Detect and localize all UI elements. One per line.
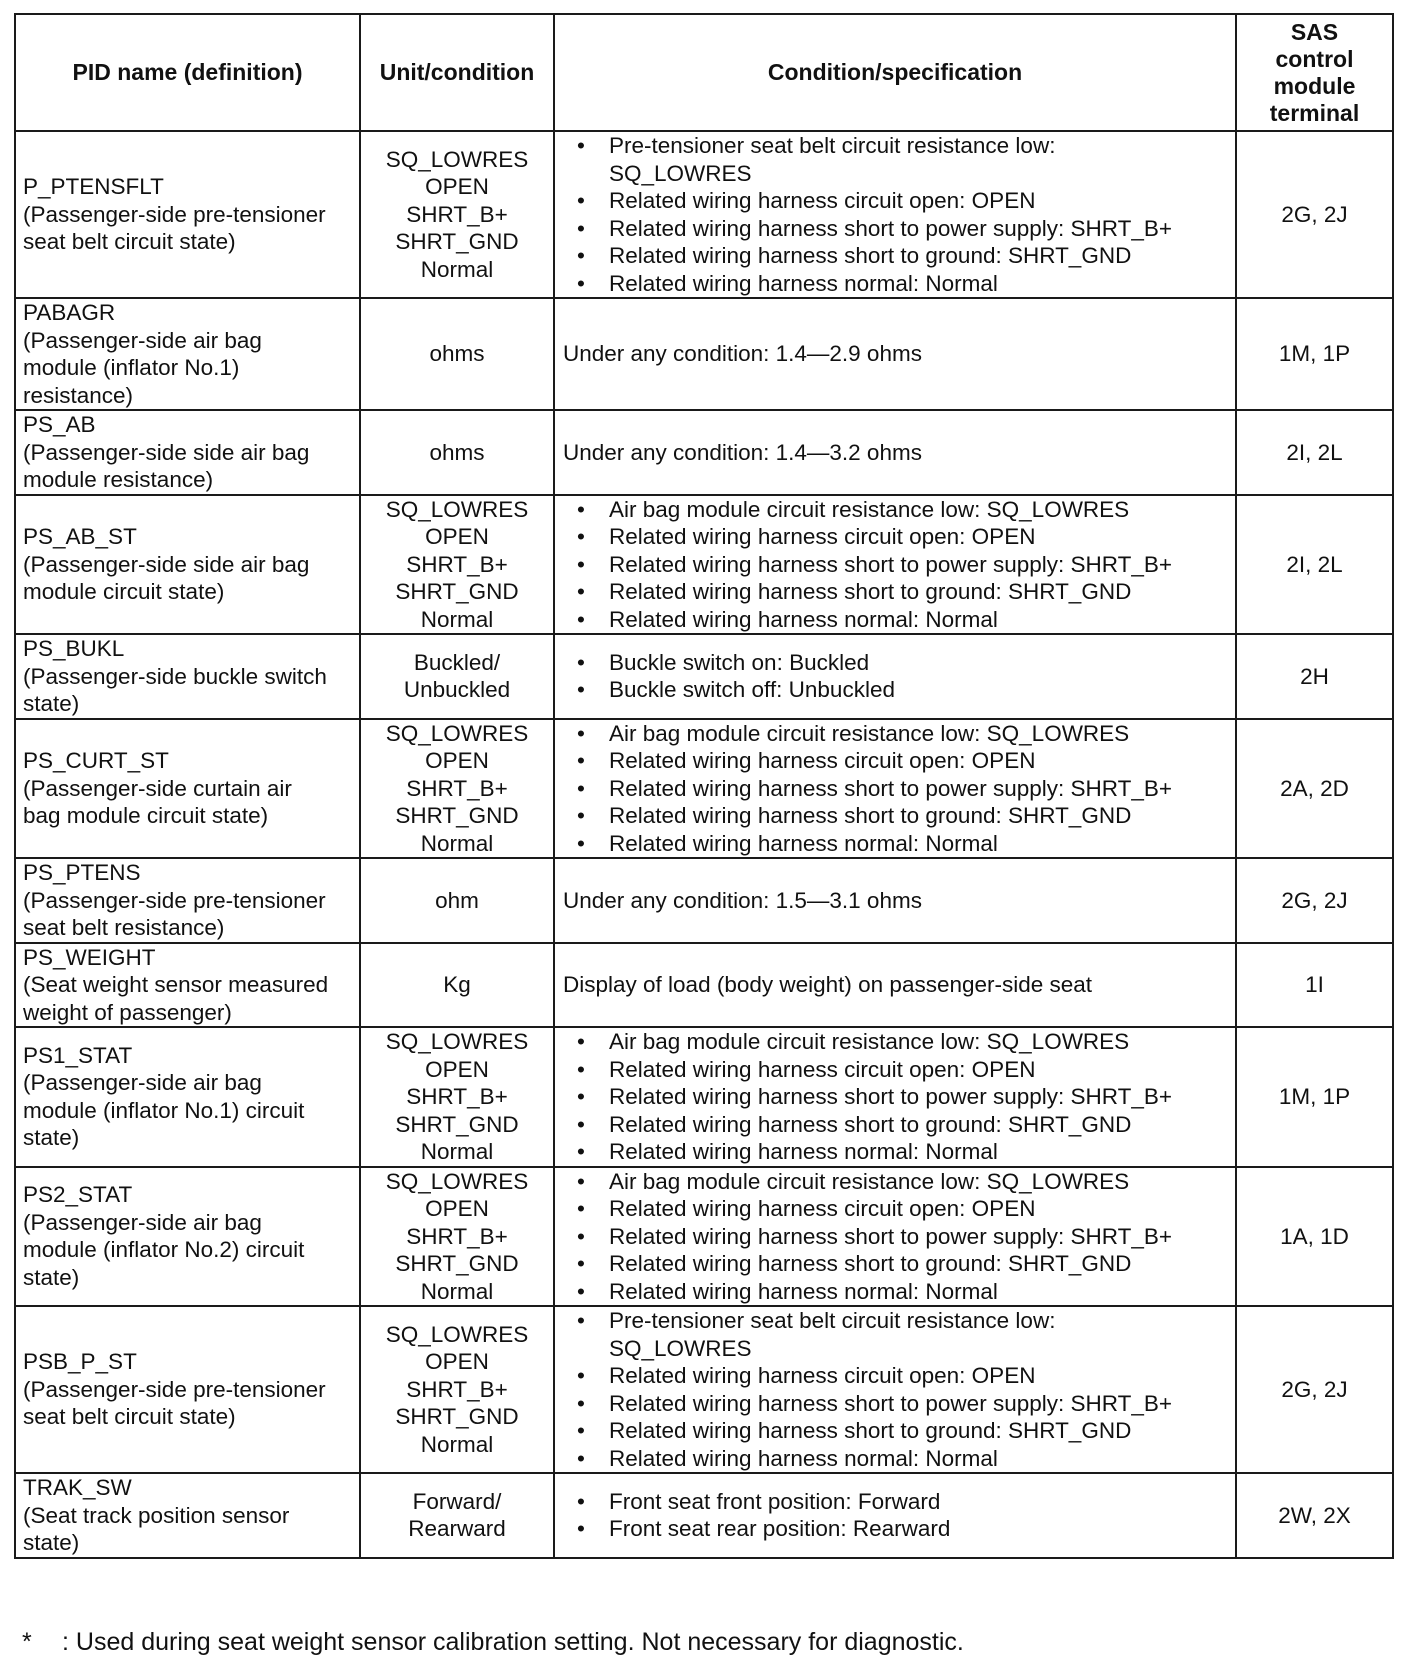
pid-name-line: PS_CURT_ST <box>23 748 169 773</box>
spec-list-item: • Related wiring harness short to ground: SHRT_GND <box>577 1417 1235 1445</box>
spec-cell <box>554 1473 1236 1558</box>
spec-text: Under any condition: 1.5—3.1 ohms <box>563 887 922 913</box>
spec-cell <box>554 410 1236 495</box>
unit-line: SHRT_GND <box>395 579 519 604</box>
pid-table <box>14 13 1394 1559</box>
unit-line: Normal <box>420 256 494 282</box>
pid-name-line: state) <box>23 691 80 716</box>
spec-list-item: • Related wiring harness short to ground: SHRT_GND <box>577 1111 1235 1139</box>
spec-list-item: • Related wiring harness normal: Normal <box>577 1138 1235 1166</box>
spec-list-item: • Related wiring harness normal: Normal <box>577 606 1235 634</box>
pid-name-line: PS1_STAT <box>23 1042 133 1068</box>
terminal-cell: 2A, 2D <box>1236 719 1393 859</box>
pid-name-line: (Passenger-side pre-tensioner <box>23 887 326 913</box>
header-terminal <box>1236 14 1393 131</box>
spec-list-item: • Related wiring harness short to ground: SHRT_GND <box>577 802 1235 830</box>
pid-name-cell <box>15 1473 360 1558</box>
unit-cell <box>360 298 554 410</box>
spec-list-item: • Air bag module circuit resistance low: SQ_LOWRES <box>577 496 1235 524</box>
pid-name-cell <box>15 858 360 943</box>
unit-line: OPEN <box>425 174 489 200</box>
pid-name-line: module (inflator No.1) <box>23 355 240 380</box>
pid-name-cell <box>15 1167 360 1307</box>
pid-name-line: resistance) <box>23 382 134 408</box>
table-row <box>15 1167 1393 1307</box>
unit-cell <box>360 634 554 719</box>
unit-line: SHRT_GND <box>395 1251 519 1276</box>
unit-line: Normal <box>420 1431 494 1457</box>
pid-name-line: (Passenger-side air bag <box>23 327 262 353</box>
spec-list-item: • Front seat rear position: Rearward <box>577 1515 1235 1543</box>
spec-list-item: • Air bag module circuit resistance low: SQ_LOWRES <box>577 1168 1235 1196</box>
spec-list-item: • Related wiring harness circuit open: OPEN <box>577 523 1235 551</box>
table-row <box>15 298 1393 410</box>
pid-name-cell <box>15 495 360 635</box>
spec-cell <box>554 495 1236 635</box>
table-row <box>15 1027 1393 1167</box>
terminal-cell: 2G, 2J <box>1236 1306 1393 1473</box>
pid-name-line: (Passenger-side pre-tensioner <box>23 201 326 227</box>
spec-list-item: • Related wiring harness circuit open: OPEN <box>577 1362 1235 1390</box>
spec-list-item: • Related wiring harness short to power supply: SHRT_B+ <box>577 551 1235 579</box>
pid-name-line: state) <box>23 1125 80 1151</box>
table-row <box>15 1306 1393 1473</box>
spec-list-item: • Related wiring harness normal: Normal <box>577 270 1235 298</box>
unit-line: SHRT_B+ <box>406 201 508 227</box>
spec-list-item: • Related wiring harness circuit open: OPEN <box>577 1195 1235 1223</box>
pid-name-line: PS_AB <box>23 412 96 437</box>
unit-cell <box>360 1167 554 1307</box>
pid-name-cell <box>15 1306 360 1473</box>
pid-name-line: state) <box>23 1264 80 1290</box>
terminal-cell: 2W, 2X <box>1236 1473 1393 1558</box>
unit-line: Unbuckled <box>403 677 511 703</box>
unit-cell <box>360 1473 554 1558</box>
spec-list-item: • Front seat front position: Forward <box>577 1488 1235 1516</box>
pid-name-line: module (inflator No.1) circuit <box>23 1097 305 1123</box>
spec-list-item: • Related wiring harness normal: Normal <box>577 1445 1235 1473</box>
terminal-cell: 1M, 1P <box>1236 298 1393 410</box>
spec-list <box>563 496 1235 634</box>
spec-list-item: • Related wiring harness normal: Normal <box>577 830 1235 858</box>
spec-list-item: • Buckle switch on: Buckled <box>577 649 1235 677</box>
unit-line: OPEN <box>425 748 489 773</box>
pid-name-line: module (inflator No.2) circuit <box>23 1237 305 1263</box>
pid-name-line: weight of passenger) <box>23 999 232 1025</box>
pid-name-cell <box>15 298 360 410</box>
spec-list-item: • Related wiring harness circuit open: OPEN <box>577 187 1235 215</box>
spec-text: Under any condition: 1.4—3.2 ohms <box>563 439 922 465</box>
pid-name-cell <box>15 719 360 859</box>
pid-name-cell <box>15 943 360 1028</box>
unit-line: SHRT_GND <box>395 229 519 255</box>
terminal-cell: 2I, 2L <box>1236 495 1393 635</box>
pid-name-line: (Passenger-side side air bag <box>23 439 310 465</box>
spec-cell <box>554 634 1236 719</box>
spec-list-item: • Air bag module circuit resistance low: SQ_LOWRES <box>577 720 1235 748</box>
pid-name-line: (Passenger-side pre-tensioner <box>23 1376 326 1402</box>
unit-line: Rearward <box>408 1516 506 1542</box>
unit-cell <box>360 858 554 943</box>
spec-list <box>563 1168 1235 1306</box>
pid-name-line: PS2_STAT <box>23 1182 133 1208</box>
unit-line: SHRT_GND <box>395 1404 519 1430</box>
unit-line: SHRT_GND <box>395 803 519 828</box>
unit-line: SHRT_B+ <box>406 1223 508 1249</box>
unit-line: ohm <box>435 887 479 913</box>
table-header-row <box>15 14 1393 131</box>
spec-list-item: • Related wiring harness short to power supply: SHRT_B+ <box>577 1083 1235 1111</box>
pid-name-line: PABAGR <box>23 300 116 325</box>
unit-line: ohms <box>429 341 485 367</box>
unit-line: SHRT_GND <box>395 1111 519 1137</box>
unit-line: SQ_LOWRES <box>385 146 529 172</box>
spec-list-item: • Related wiring harness circuit open: OPEN <box>577 1056 1235 1084</box>
spec-list-item: • Related wiring harness short to power supply: SHRT_B+ <box>577 1223 1235 1251</box>
unit-line: SQ_LOWRES <box>385 1321 529 1347</box>
terminal-cell: 1M, 1P <box>1236 1027 1393 1167</box>
spec-cell <box>554 131 1236 298</box>
pid-name-line: seat belt circuit state) <box>23 229 236 255</box>
unit-line: Normal <box>420 1139 494 1164</box>
unit-line: Kg <box>443 972 471 997</box>
footnote-text: : Used during seat weight sensor calibration setting. Not necessary for diagnostic. <box>62 1628 964 1656</box>
pid-name-line: PSB_P_ST <box>23 1349 137 1375</box>
terminal-cell: 1I <box>1236 943 1393 1028</box>
unit-line: SQ_LOWRES <box>385 496 529 522</box>
pid-name-line: PS_PTENS <box>23 860 141 885</box>
pid-name-line: (Passenger-side air bag <box>23 1070 262 1096</box>
pid-name-line: (Seat track position sensor <box>23 1502 290 1528</box>
pid-name-line: (Passenger-side curtain air <box>23 775 292 801</box>
spec-text: Under any condition: 1.4—2.9 ohms <box>563 341 922 367</box>
unit-line: Normal <box>420 1278 494 1304</box>
spec-list-item: • Related wiring harness short to ground: SHRT_GND <box>577 1250 1235 1278</box>
table-row <box>15 495 1393 635</box>
spec-list-item: • Pre-tensioner seat belt circuit resistance low: SQ_LOWRES <box>577 1307 1235 1362</box>
table-row <box>15 634 1393 719</box>
pid-name-cell <box>15 131 360 298</box>
spec-cell <box>554 943 1236 1028</box>
pid-name-line: P_PTENSFLT <box>23 174 164 200</box>
unit-line: SHRT_B+ <box>406 1376 508 1402</box>
header-terminal-line: SAS <box>1290 18 1339 45</box>
unit-cell <box>360 943 554 1028</box>
pid-name-line: PS_BUKL <box>23 636 125 661</box>
unit-line: SHRT_B+ <box>406 1084 508 1109</box>
unit-line: Buckled/ <box>413 649 501 675</box>
pid-name-line: TRAK_SW <box>23 1475 132 1500</box>
spec-cell <box>554 298 1236 410</box>
table-row <box>15 943 1393 1028</box>
pid-name-line: seat belt resistance) <box>23 915 225 940</box>
footnote-marker: * <box>22 1628 32 1656</box>
unit-line: OPEN <box>425 524 489 549</box>
pid-name-line: PS_WEIGHT <box>23 944 156 970</box>
header-terminal-line: control <box>1275 45 1354 72</box>
spec-cell <box>554 719 1236 859</box>
table-row <box>15 410 1393 495</box>
spec-cell <box>554 1306 1236 1473</box>
pid-name-line: (Passenger-side side air bag <box>23 551 310 577</box>
unit-line: Forward/ <box>412 1488 502 1514</box>
unit-line: SQ_LOWRES <box>385 1029 529 1054</box>
spec-list-item: • Buckle switch off: Unbuckled <box>577 676 1235 704</box>
spec-list-item: • Air bag module circuit resistance low: SQ_LOWRES <box>577 1028 1235 1056</box>
spec-cell <box>554 858 1236 943</box>
unit-line: OPEN <box>425 1349 489 1375</box>
unit-cell <box>360 131 554 298</box>
pid-name-cell <box>15 410 360 495</box>
unit-line: OPEN <box>425 1056 489 1082</box>
spec-list <box>563 649 1235 704</box>
pid-name-line: (Passenger-side buckle switch <box>23 663 327 689</box>
spec-list <box>563 1028 1235 1166</box>
unit-cell <box>360 410 554 495</box>
terminal-cell: 2G, 2J <box>1236 131 1393 298</box>
pid-name-line: PS_AB_ST <box>23 524 137 549</box>
pid-name-line: bag module circuit state) <box>23 803 269 828</box>
spec-list-item: • Related wiring harness normal: Normal <box>577 1278 1235 1306</box>
table-row <box>15 131 1393 298</box>
unit-line: SHRT_B+ <box>406 551 508 577</box>
unit-line: Normal <box>420 830 494 856</box>
pid-name-line: module resistance) <box>23 467 214 492</box>
spec-list-item: • Related wiring harness short to ground: SHRT_GND <box>577 578 1235 606</box>
unit-cell <box>360 1306 554 1473</box>
spec-list <box>563 720 1235 858</box>
spec-list <box>563 1488 1235 1543</box>
unit-cell <box>360 719 554 859</box>
unit-cell <box>360 1027 554 1167</box>
unit-line: SHRT_B+ <box>406 775 508 801</box>
pid-name-line: (Passenger-side air bag <box>23 1209 262 1235</box>
footnote <box>22 1628 964 1657</box>
terminal-cell: 2H <box>1236 634 1393 719</box>
unit-line: ohms <box>429 439 485 465</box>
spec-list-item: • Pre-tensioner seat belt circuit resistance low: SQ_LOWRES <box>577 132 1235 187</box>
spec-list-item: • Related wiring harness short to ground: SHRT_GND <box>577 242 1235 270</box>
table-row <box>15 1473 1393 1558</box>
terminal-cell: 1A, 1D <box>1236 1167 1393 1307</box>
spec-list-item: • Related wiring harness circuit open: OPEN <box>577 747 1235 775</box>
pid-name-cell <box>15 634 360 719</box>
header-terminal-line: module <box>1273 72 1356 99</box>
unit-line: SQ_LOWRES <box>385 720 529 746</box>
spec-list-item: • Related wiring harness short to power supply: SHRT_B+ <box>577 1390 1235 1418</box>
pid-name-cell <box>15 1027 360 1167</box>
unit-line: SQ_LOWRES <box>385 1168 529 1194</box>
table-row <box>15 719 1393 859</box>
spec-cell <box>554 1027 1236 1167</box>
spec-list <box>563 1307 1235 1472</box>
header-pid: PID name (definition) <box>15 14 360 131</box>
header-unit: Unit/condition <box>360 14 554 131</box>
terminal-cell: 2G, 2J <box>1236 858 1393 943</box>
spec-list-item: • Related wiring harness short to power supply: SHRT_B+ <box>577 775 1235 803</box>
pid-name-line: state) <box>23 1530 80 1555</box>
header-terminal-line: terminal <box>1269 99 1360 126</box>
pid-name-line: seat belt circuit state) <box>23 1404 236 1430</box>
spec-text: Display of load (body weight) on passenger-side seat <box>563 972 1093 997</box>
unit-line: OPEN <box>425 1196 489 1221</box>
unit-cell <box>360 495 554 635</box>
pid-name-line: module circuit state) <box>23 579 225 604</box>
unit-line: Normal <box>420 606 494 632</box>
pid-name-line: (Seat weight sensor measured <box>23 972 329 997</box>
spec-list <box>563 132 1235 297</box>
spec-list-item: • Related wiring harness short to power supply: SHRT_B+ <box>577 215 1235 243</box>
terminal-cell: 2I, 2L <box>1236 410 1393 495</box>
header-spec: Condition/specification <box>554 14 1236 131</box>
spec-cell <box>554 1167 1236 1307</box>
table-row <box>15 858 1393 943</box>
